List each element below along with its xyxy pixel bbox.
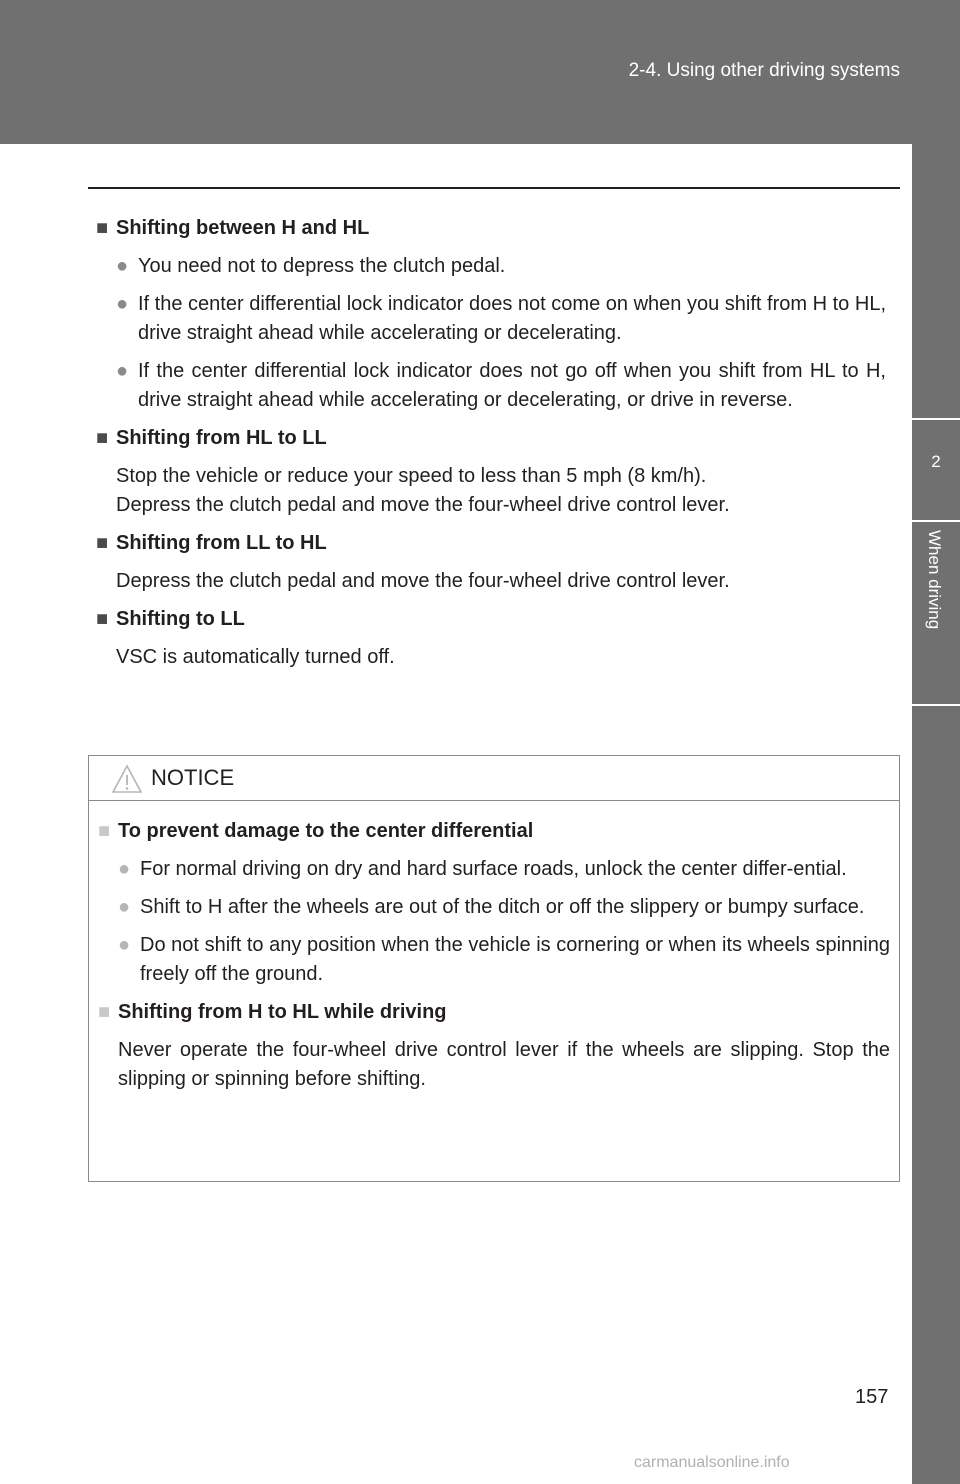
list-item: ● Do not shift to any position when the vehicle is cornering or when its wheels spinning freely off the ground.: [98, 931, 890, 989]
notice-box: [88, 755, 900, 1182]
page-header: [0, 0, 960, 144]
body-text: Stop the vehicle or reduce your speed to less than 5 mph (8 km/h).: [116, 465, 707, 487]
section-heading: ■ Shifting from HL to LL: [96, 424, 886, 453]
list-item: ● For normal driving on dry and hard surface roads, unlock the center differ-ential.: [98, 855, 890, 884]
side-tab-block: [912, 706, 960, 1484]
header-divider: [88, 187, 900, 189]
list-item: ● If the center differential lock indicator does not go off when you shift from HL to H, drive straight ahead while accelerating or decelerating, or drive in reverse.: [96, 357, 886, 415]
main-content: [96, 214, 886, 681]
watermark: carmanualsonline.info: [634, 1454, 790, 1471]
warning-triangle-icon: [111, 764, 143, 794]
notice-text: Never operate the four-wheel drive control lever if the wheels are slipping. Stop the slipping or spinning before shifting.: [118, 1039, 890, 1090]
section-heading: ■ Shifting from LL to HL: [96, 529, 886, 558]
list-item: ● You need not to depress the clutch pedal.: [96, 252, 886, 281]
chapter-label: When driving: [925, 530, 944, 630]
square-bullet-icon: ■: [96, 217, 109, 239]
body-text: Depress the clutch pedal and move the four-wheel drive control lever.: [116, 494, 730, 516]
notice-heading: ■ Shifting from H to HL while driving: [98, 998, 890, 1027]
body-text: VSC is automatically turned off.: [116, 646, 395, 668]
dot-bullet-icon: ●: [118, 934, 131, 956]
section-title: 2-4. Using other driving systems: [628, 60, 900, 81]
square-bullet-icon: ■: [98, 1001, 111, 1023]
square-bullet-icon: ■: [96, 608, 109, 630]
list-item: ● Shift to H after the wheels are out of the ditch or off the slippery or bumpy surface.: [98, 893, 890, 922]
dot-bullet-icon: ●: [116, 255, 129, 277]
dot-bullet-icon: ●: [118, 896, 131, 918]
side-tab-block: [912, 144, 960, 418]
body-text: Depress the clutch pedal and move the four-wheel drive control lever.: [116, 570, 730, 592]
page-number: 157: [855, 1386, 889, 1408]
list-item: ● If the center differential lock indicator does not come on when you shift from H to HL, drive straight ahead while accelerating or decelerating.: [96, 290, 886, 348]
notice-title: NOTICE: [151, 765, 235, 790]
notice-header: [89, 756, 899, 801]
section-heading: ■ Shifting between H and HL: [96, 214, 886, 243]
square-bullet-icon: ■: [96, 532, 109, 554]
dot-bullet-icon: ●: [118, 858, 131, 880]
notice-body: [98, 817, 890, 1103]
square-bullet-icon: ■: [96, 427, 109, 449]
dot-bullet-icon: ●: [116, 293, 129, 315]
section-heading: ■ Shifting to LL: [96, 605, 886, 634]
chapter-number: 2: [931, 452, 941, 471]
dot-bullet-icon: ●: [116, 360, 129, 382]
square-bullet-icon: ■: [98, 820, 111, 842]
notice-heading: ■ To prevent damage to the center differential: [98, 817, 890, 846]
